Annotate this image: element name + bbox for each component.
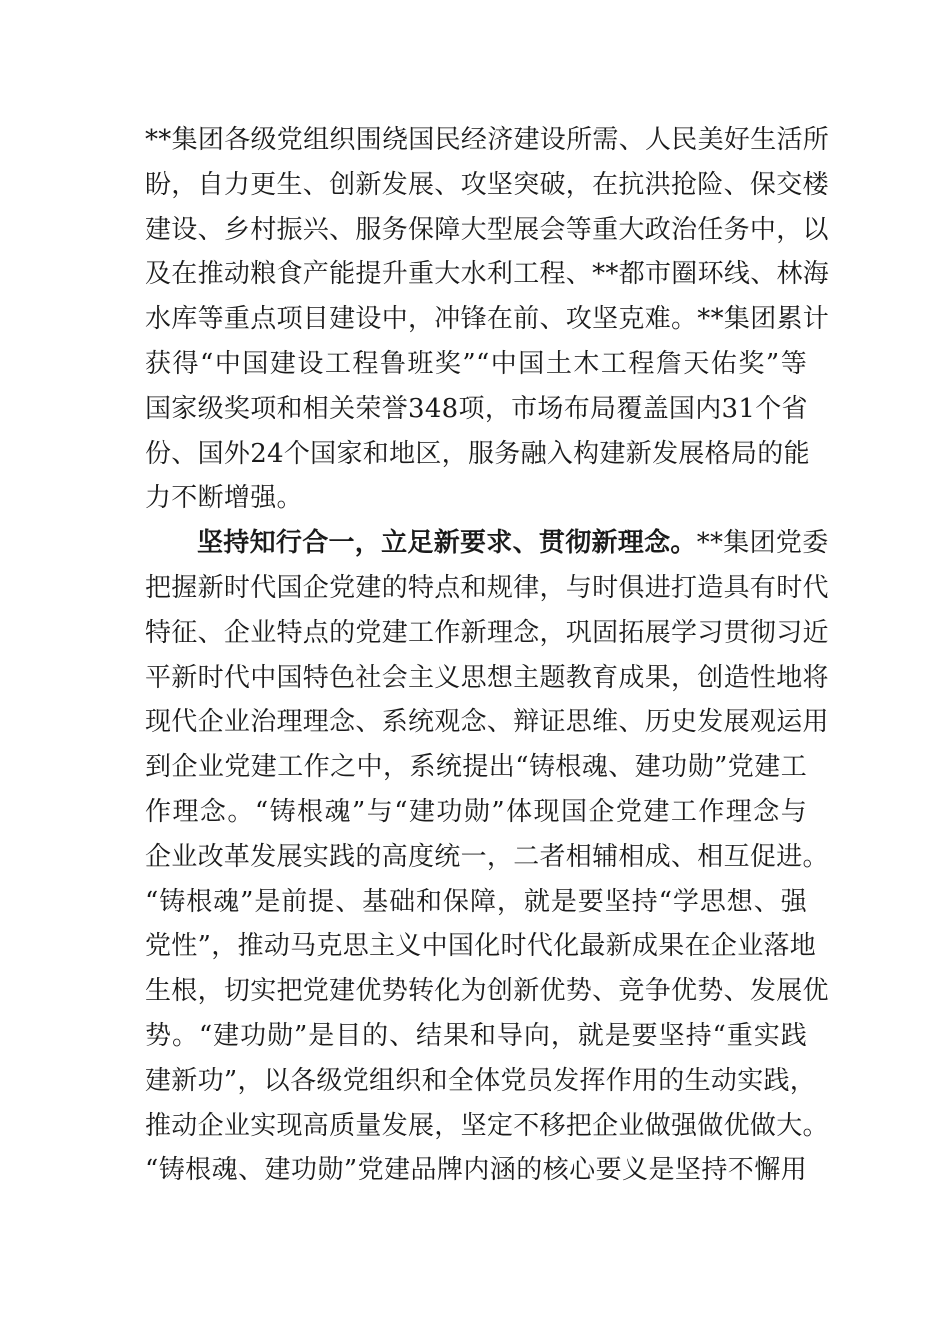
paragraph-line: 国家级奖项和相关荣誉348项，市场布局覆盖国内31个省: [145, 393, 808, 424]
paragraph-line: 建新功”，以各级党组织和全体党员发挥作用的生动实践，: [145, 1065, 817, 1096]
paragraph-line: 特征、企业特点的党建工作新理念，巩固拓展学习贯彻习近: [145, 617, 829, 648]
paragraph-line: 到企业党建工作之中，系统提出“铸根魂、建功勋”党建工: [145, 752, 807, 783]
paragraph-line: 现代企业治理理念、系统观念、辩证思维、历史发展观运用: [145, 707, 829, 738]
section-heading: 坚持知行合一，立足新要求、贯彻新理念。: [197, 528, 697, 559]
paragraph-line: 党性”，推动马克思主义中国化时代化最新成果在企业落地: [145, 931, 817, 962]
paragraph-line: 水库等重点项目建设中，冲锋在前、攻坚克难。**集团累计: [145, 304, 830, 335]
paragraph-line: **集团各级党组织围绕国民经济建设所需、人民美好生活所: [145, 125, 830, 155]
paragraph-line: 获得“中国建设工程鲁班奖”“中国土木工程詹天佑奖”等: [145, 348, 807, 379]
paragraph-line: 作理念。“铸根魂”与“建功勋”体现国企党建工作理念与: [145, 796, 807, 827]
paragraph-1: [145, 118, 830, 521]
paragraph-line: 推动企业实现高质量发展，坚定不移把企业做强做优做大。: [145, 1110, 829, 1141]
paragraph-line: 建设、乡村振兴、服务保障大型展会等重大政治任务中，以: [145, 214, 829, 245]
paragraph-line: 及在推动粮食产能提升重大水利工程、**都市圈环线、林海: [145, 259, 830, 290]
paragraph-2: [145, 521, 829, 1193]
paragraph-line: 企业改革发展实践的高度统一，二者相辅相成、相互促进。: [145, 841, 829, 872]
paragraph-line: 力不断增强。: [145, 483, 303, 514]
paragraph-line: “铸根魂”是前提、基础和保障，就是要坚持“学思想、强: [145, 886, 807, 917]
paragraph-line: 生根，切实把党建优势转化为创新优势、竞争优势、发展优: [145, 976, 829, 1007]
document-body: [145, 118, 830, 1193]
paragraph-line: 把握新时代国企党建的特点和规律，与时俱进打造具有时代: [145, 572, 829, 603]
heading-continuation: **集团党委: [696, 528, 829, 559]
paragraph-line: 势。“建功勋”是目的、结果和导向，就是要坚持“重实践: [145, 1020, 807, 1051]
paragraph-first-line: [145, 521, 829, 566]
paragraph-line: 平新时代中国特色社会主义思想主题教育成果，创造性地将: [145, 662, 829, 693]
paragraph-line: “铸根魂、建功勋”党建品牌内涵的核心要义是坚持不懈用: [145, 1155, 807, 1186]
paragraph-line: 盼，自力更生、创新发展、攻坚突破，在抗洪抢险、保交楼: [145, 169, 829, 200]
paragraph-line: 份、国外24个国家和地区，服务融入构建新发展格局的能: [145, 438, 810, 469]
